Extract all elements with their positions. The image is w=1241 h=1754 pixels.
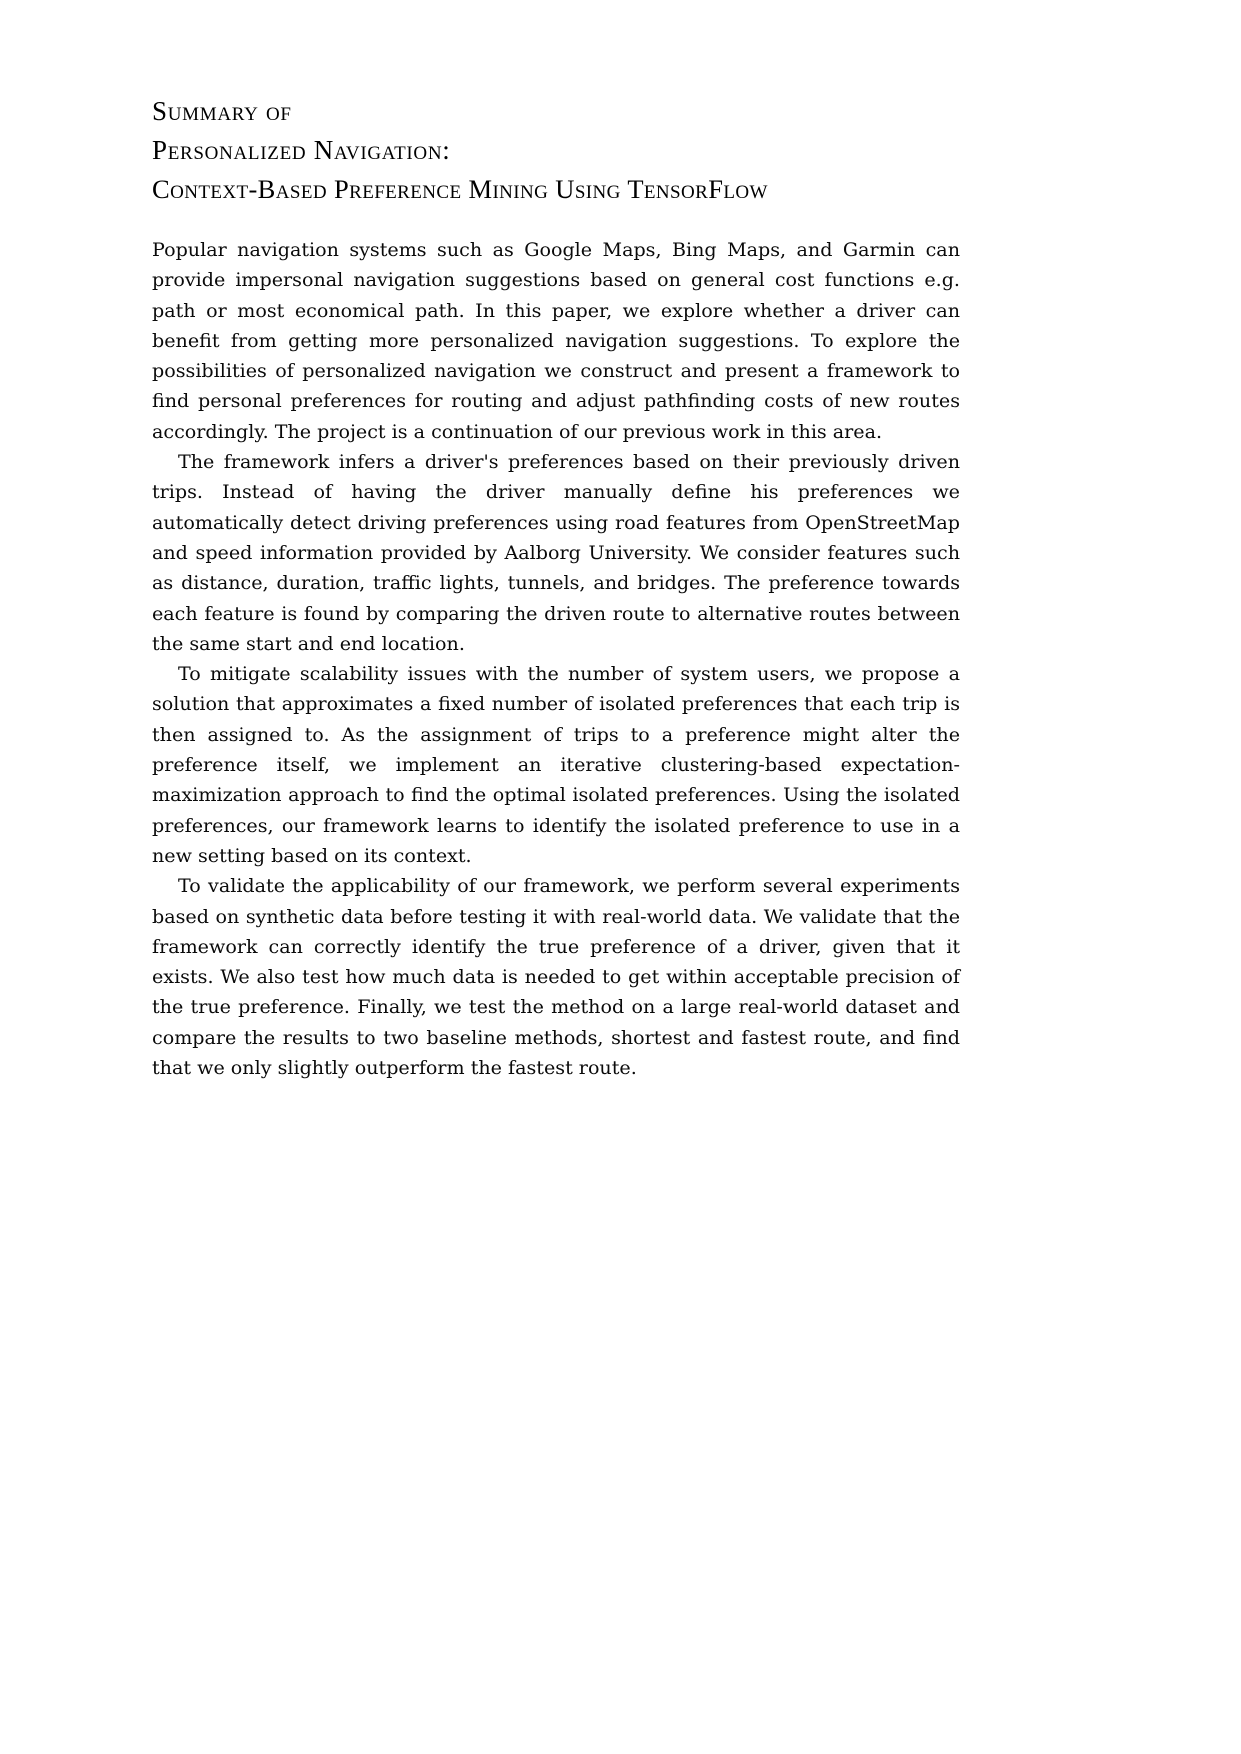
page-content — [152, 92, 960, 1083]
paragraph-2: The framework infers a driver's preferences based on their previously driven trips. Instead of having the driver manually define his preferences we automatically detect driving preferences using road features from OpenStreetMap and speed information provided by Aalborg University. We consider features such as distance, duration, traffic lights, tunnels, and bridges. The preference towards each feature is found by comparing the driven route to alternative routes between the same start and end location. — [152, 450, 960, 655]
paragraph-4: To validate the applicability of our framework, we perform several experiments based on synthetic data before testing it with real-world data. We validate that the framework can correctly identify the true preference of a driver, given that it exists. We also test how much data is needed to get within acceptable precision of the true preference. Finally, we test the method on a large real-world dataset and compare the results to two baseline methods, shortest and fastest route, and find that we only slightly outperform the fastest route. — [152, 874, 960, 1080]
paragraph-1: Popular navigation systems such as Google Maps, Bing Maps, and Garmin can provide impersonal navigation suggestions based on general cost functions e.g. path or most economical path. In this paper, we explore whether a driver can benefit from getting more personalized navigation suggestions. To explore the possibilities of personalized navigation we construct and present a framework to find personal preferences for routing and adjust pathfinding costs of new routes accordingly. The project is a continuation of our previous work in this area. — [152, 238, 960, 443]
title-line-summary-of: Summary of — [152, 96, 292, 126]
title-line-subtitle: Context-Based Preference Mining Using TensorFlow — [152, 174, 768, 204]
title-block — [152, 92, 960, 209]
title-line-personalized-navigation: Personalized Navigation: — [152, 135, 451, 165]
paragraph-3: To mitigate scalability issues with the number of system users, we propose a solution that approximates a fixed number of isolated preferences that each trip is then assigned to. As the assignment of trips to a preference might alter the preference itself, we implement an iterative clustering-based expectation-maximization approach to find the optimal isolated preferences. Using the isolated preferences, our framework learns to identify the isolated preference to use in a new setting based on its context. — [152, 662, 960, 867]
abstract-body — [152, 235, 960, 1083]
